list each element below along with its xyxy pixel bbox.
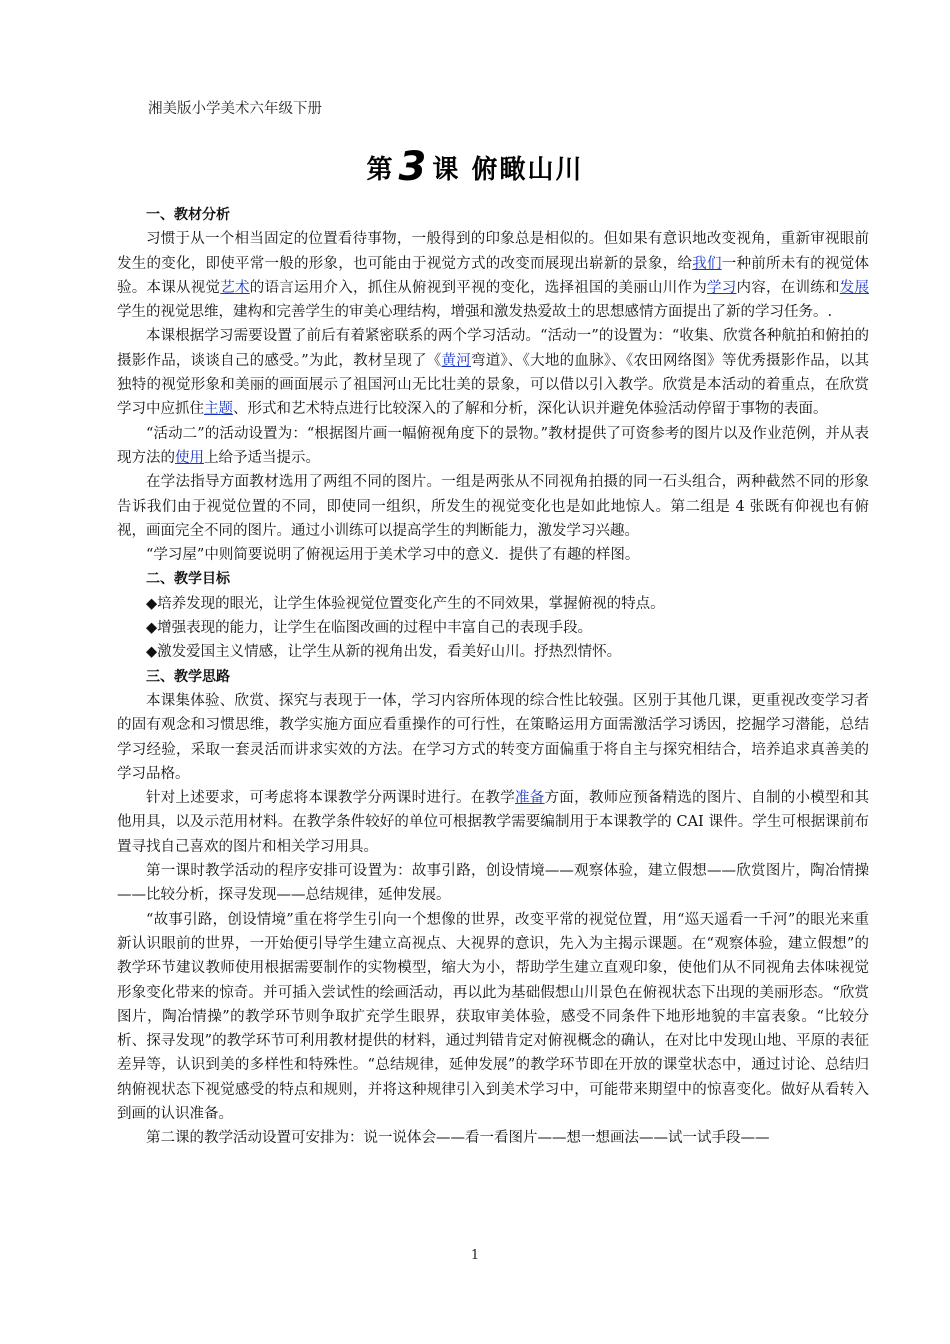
- text-span: 针对上述要求，可考虑将本课教学分两课时进行。在教学: [146, 790, 516, 807]
- text-span: 内容，在训练和: [736, 279, 840, 296]
- link-shiyong[interactable]: 使用: [175, 449, 204, 466]
- text-span: 学生的视觉思维，建构和完善学生的审美心理结构，增强和激发热爱故土的思想感情方面提出了新的学习任务。.: [117, 304, 833, 321]
- text-span: 上给予适当提示。: [204, 449, 320, 466]
- link-yishu[interactable]: 艺术: [220, 279, 250, 296]
- link-zhunbei[interactable]: 准备: [515, 790, 545, 807]
- text-span: 、形式和艺术特点进行比较深入的了解和分析，深化认识并避免体验活动停留于事物的表面。: [233, 401, 828, 418]
- goal-bullet-3: ◆激发爱国主义情感，让学生从新的视角出发，看美好山川。抒热烈情怀。: [146, 644, 622, 661]
- document-body: [117, 203, 869, 1151]
- section-heading-1: 一、教材分析: [146, 207, 230, 223]
- goal-bullet-1: ◆培养发现的眼光，让学生体验视觉位置变化产生的不同效果，掌握俯视的特点。: [146, 595, 665, 612]
- text-span: 弯道》、《大地的血脉》、《农田网络图》等优秀摄影作品，以其独特的视觉形象和美丽的画面展示了祖国河山无比壮美的景象，可以借以引入教学。欣赏是本活动的着重点，在欣赏学习中应抓住: [117, 352, 869, 418]
- goal-bullet-2: ◆增强表现的能力，让学生在临图改画的过程中丰富自己的表现手段。: [146, 620, 593, 637]
- paragraph-3: [117, 422, 869, 471]
- paragraph-9: “故事引路，创设情境”重在将学生引向一个想像的世界，改变平常的视觉位置，用“巡天遥看一千河”的眼光来重新认识眼前的世界，一开始便引导学生建立高视点、大视界的意识，先入为主揭示课题。在“观察体验，建立假想”的教学环节建议教师使用根据需要制作的实物模型，缩大为小，帮助学生建立直观印象，使他们从不同视角去体味视觉形象变化带来的惊奇。并可插入尝试性的绘画活动，再以此为基础假想山川景色在俯视状态下出现的美丽形态。“欣赏图片，陶冶情操”的教学环节则争取扩充学生眼界，获取审美体验，感受不同条件下地形地貌的丰富表象。“比较分析、探寻发现”的教学环节可利用教材提供的材料，通过判错肯定对俯视概念的确认，在对比中发现山地、平原的表征差异等，认识到美的多样性和特殊性。“总结规律，延伸发展”的教学环节即在开放的课堂状态中，通过讨论、总结归纳俯视状态下视觉感受的特点和规则，并将这种规律引入到美术学习中，可能带来期望中的惊喜变化。做好从看转入到画的认识准备。: [117, 911, 869, 1122]
- paragraph-8: 第一课时教学活动的程序安排可设置为：故事引路，创设情境——观察体验，建立假想——欣赏图片，陶冶情操——比较分析，探寻发现——总结规律，延伸发展。: [117, 863, 869, 904]
- link-fazhan[interactable]: 发展: [839, 279, 869, 296]
- link-zhuti[interactable]: 主题: [204, 401, 233, 418]
- section-heading-3: 三、教学思路: [146, 668, 230, 685]
- paragraph-6: 本课集体验、欣赏、探究与表现于一体，学习内容所体现的综合性比较强。区别于其他几课，更重视改变学习者的固有观念和习惯思维，教学实施方面应看重操作的可行性，在策略运用方面需激活学习诱因，挖掘学习潜能，总结学习经验，采取一套灵活而讲求实效的方法。在学习方式的转变方面偏重于将自主与探究相结合，培养追求真善美的学习品格。: [117, 692, 869, 782]
- paragraph-1: [117, 227, 869, 324]
- paragraph-7: [117, 786, 869, 859]
- text-span: 习惯于从一个相当固定的位置看待事物，一般得到的印象总是相似的。但如果有意识地改变视角，重新审视眼前发生的变化，即使平常一般的形象，也可能由于视觉方式的改变而展现出崭新的景象，给: [117, 231, 869, 272]
- paragraph-2: [117, 324, 869, 421]
- page-header: 湘美版小学美术六年级下册: [148, 101, 322, 117]
- paragraph-5: “学习屋”中则简要说明了俯视运用于美术学习中的意义．提供了有趣的样图。: [146, 547, 640, 564]
- page-title: [0, 144, 950, 190]
- link-women[interactable]: 我们: [692, 255, 722, 272]
- section-heading-2: 二、教学目标: [146, 571, 230, 588]
- text-span: 一种前所未有的视觉体验。本课从视觉: [117, 255, 869, 296]
- text-span: 本课根据学习需要设置了前后有着紧密联系的两个学习活动。“活动一”的设置为：“收集、欣赏各种航拍和俯拍的摄影作品，谈谈自己的感受。”为此，教材呈现了《: [117, 328, 869, 369]
- page-number: 1: [470, 1248, 480, 1263]
- paragraph-4: 在学法指导方面教材选用了两组不同的图片。一组是两张从不同视角拍摄的同一石头组合，两种截然不同的形象告诉我们由于视觉位置的不同，即使同一组织，所发生的视觉变化也是如此地惊人。第二组是 4 张既有仰视也有俯视，画面完全不同的图片。通过小训练可以提高学生的判断能力，激发学习兴趣。: [117, 474, 869, 539]
- title-prefix: 第: [366, 155, 395, 185]
- text-span: “活动二”的活动设置为：“根据图片画一幅俯视角度下的景物。”教材提供了可资参考的图片以及作业范例，并从表现方法的: [117, 425, 869, 466]
- title-suffix: 课 俯瞰山川: [432, 155, 584, 185]
- text-span: 方面，教师应预备精选的图片、自制的小模型和其他用具，以及示范用材料。在教学条件较好的单位可根据教学需要编制用于本课教学的 CAI 课件。学生可根据课前布置寻找自己喜欢的图片和相关学习用具。: [117, 790, 870, 855]
- paragraph-10: 第二课的教学活动设置可安排为：说一说体会——看一看图片——想一想画法——试一试手段——: [146, 1130, 770, 1147]
- text-span: 的语言运用介入，抓住从俯视到平视的变化，选择祖国的美丽山川作为: [249, 279, 707, 296]
- title-number: 3: [398, 144, 429, 190]
- link-huanghe[interactable]: 黄河: [441, 352, 471, 369]
- link-xuexi[interactable]: 学习: [707, 279, 737, 296]
